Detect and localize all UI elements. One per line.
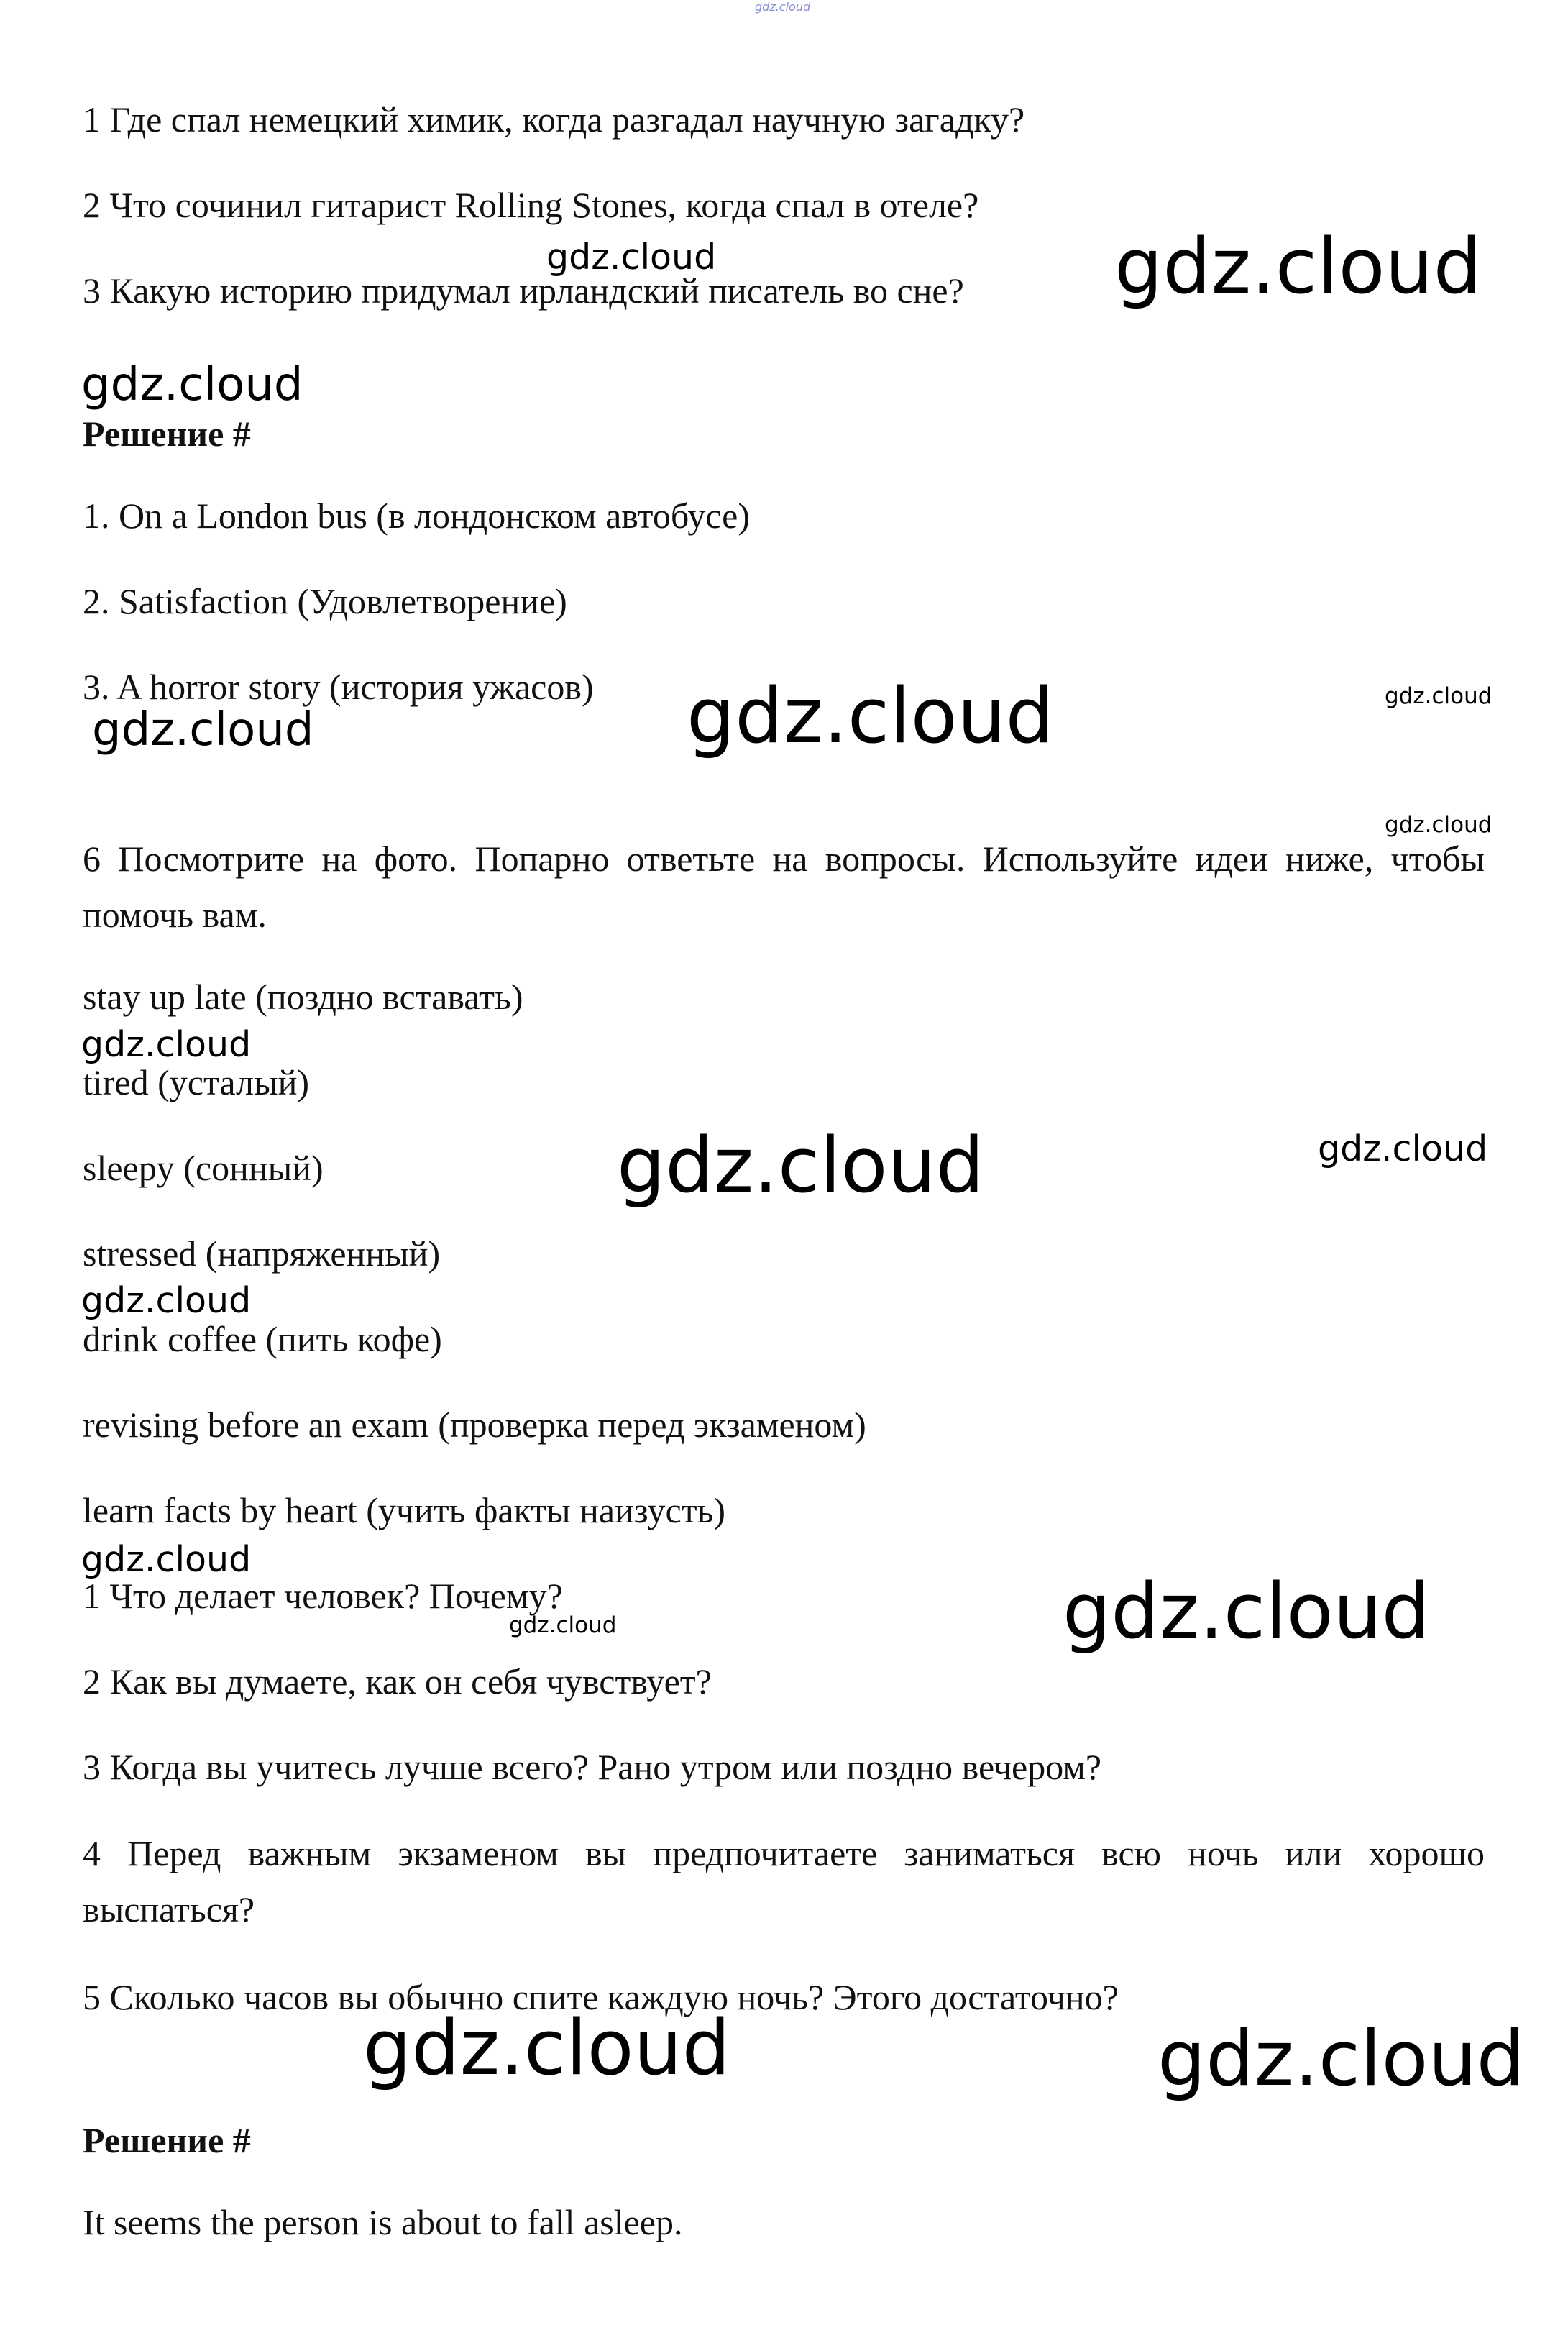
watermark: gdz.cloud <box>81 358 303 411</box>
watermark: gdz.cloud <box>1318 1128 1488 1169</box>
watermark: gdz.cloud <box>1157 2014 1525 2103</box>
question-3: 3 Когда вы учитесь лучше всего? Рано утром или поздно вечером? <box>83 1747 1102 1787</box>
watermark: gdz.cloud <box>92 703 314 757</box>
question-5: 5 Сколько часов вы обычно спите каждую ночь? Этого достаточно? <box>83 1977 1119 2017</box>
watermark: gdz.cloud <box>81 1539 252 1580</box>
solution-heading: Решение # <box>83 2120 251 2160</box>
watermark: gdz.cloud <box>1063 1567 1430 1655</box>
question-2: 2 Что сочинил гитарист Rolling Stones, когда спал в отеле? <box>83 185 979 225</box>
watermark: gdz.cloud <box>81 1024 252 1065</box>
watermark: gdz.cloud <box>1114 222 1482 311</box>
watermark: gdz.cloud <box>1385 683 1493 709</box>
task-6-intro: 6 Посмотрите на фото. Попарно ответьте на вопросы. Используйте идеи ниже, чтобы помочь вам. <box>83 839 1485 935</box>
watermark: gdz.cloud <box>546 237 717 278</box>
answer-3: 3. A horror story (история ужасов) <box>83 667 594 707</box>
idea-item: learn facts by heart (учить факты наизусть) <box>83 1490 726 1530</box>
question-1: 1 Что делает человек? Почему? <box>83 1576 563 1616</box>
answer-2: 2. Satisfaction (Удовлетворение) <box>83 581 567 621</box>
watermark: gdz.cloud <box>1385 812 1493 838</box>
watermark: gdz.cloud <box>509 1612 617 1638</box>
watermark: gdz.cloud <box>617 1121 984 1210</box>
question-1: 1 Где спал немецкий химик, когда разгадал научную загадку? <box>83 99 1025 140</box>
idea-item: stay up late (поздно вставать) <box>83 977 523 1017</box>
watermark: gdz.cloud <box>687 672 1054 760</box>
answer-1: 1. On a London bus (в лондонском автобусе) <box>83 495 751 536</box>
answer-text: It seems the person is about to fall asleep. <box>83 2202 683 2242</box>
solution-heading: Решение # <box>83 414 251 454</box>
watermark: gdz.cloud <box>363 2004 730 2092</box>
idea-item: drink coffee (пить кофе) <box>83 1319 442 1359</box>
idea-item: revising before an exam (проверка перед экзаменом) <box>83 1405 866 1445</box>
watermark: gdz.cloud <box>755 0 811 14</box>
question-3: 3 Какую историю придумал ирландский писатель во сне? <box>83 270 964 311</box>
idea-item: tired (усталый) <box>83 1062 310 1102</box>
idea-item: stressed (напряженный) <box>83 1233 441 1274</box>
idea-item: sleepy (сонный) <box>83 1148 324 1188</box>
question-4: 4 Перед важным экзаменом вы предпочитаете заниматься всю ночь или хорошо выспаться? <box>83 1833 1485 1929</box>
question-2: 2 Как вы думаете, как он себя чувствует? <box>83 1661 712 1702</box>
watermark: gdz.cloud <box>81 1280 252 1321</box>
